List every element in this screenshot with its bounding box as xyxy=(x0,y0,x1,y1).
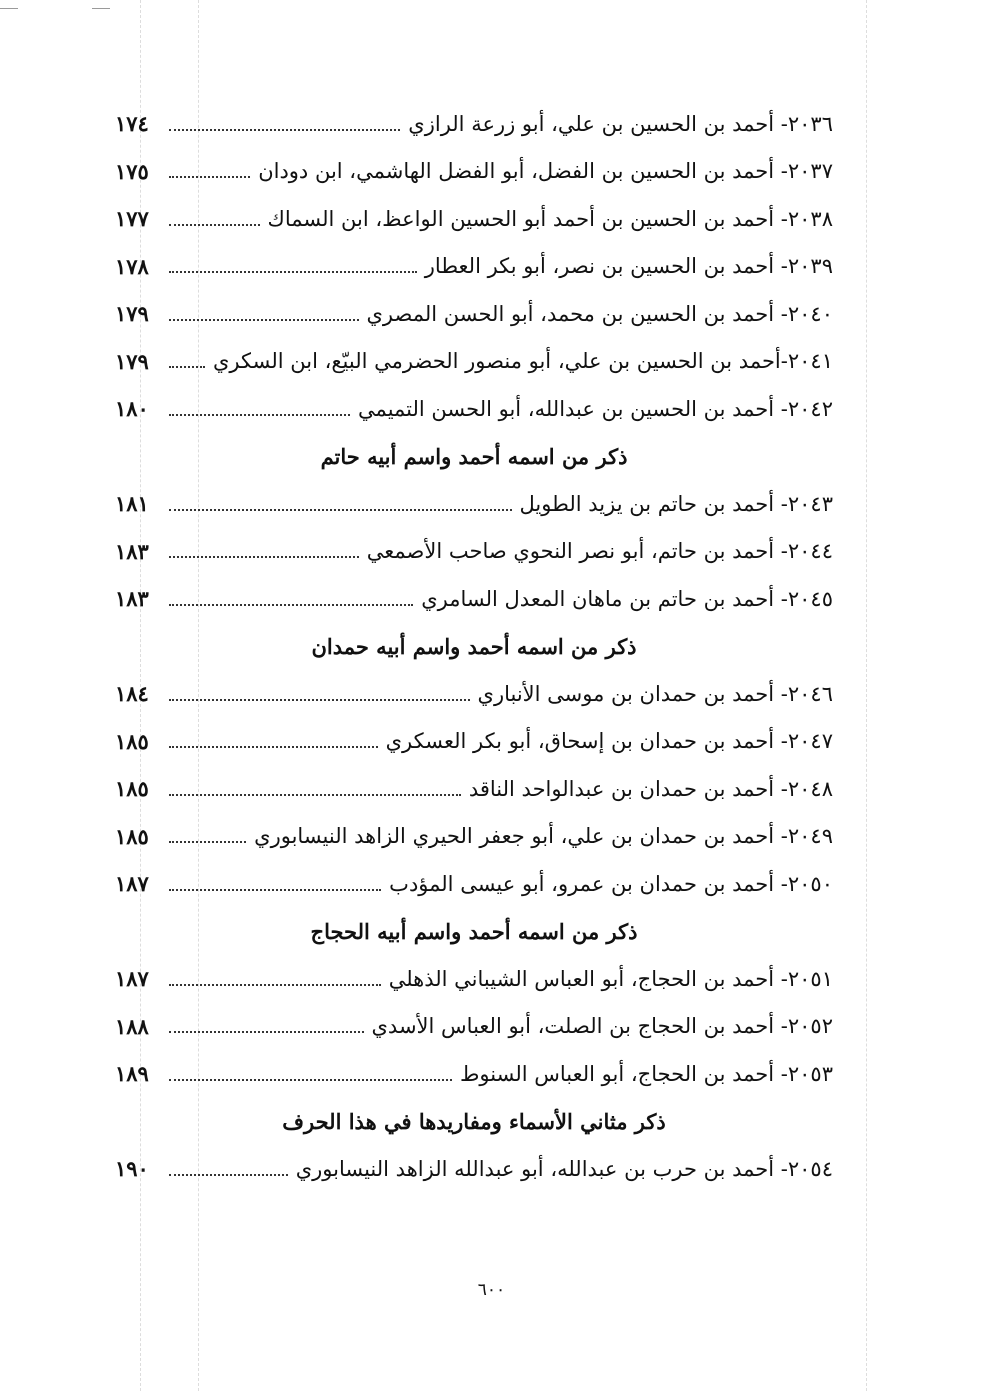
entry-page-number: ١٧٧ xyxy=(115,206,149,232)
entry-page-number: ١٧٤ xyxy=(115,111,149,137)
entry-title: ٢٠٣٦- أحمد بن الحسين بن علي، أبو زرعة الرازي xyxy=(408,111,833,136)
dot-leader xyxy=(169,984,381,986)
entry-page-number: ١٨٧ xyxy=(115,966,149,992)
entry-title: ٢٠٤٧- أحمد بن حمدان بن إسحاق، أبو بكر العسكري xyxy=(385,729,833,754)
entry-title: ٢٠٣٧- أحمد بن الحسين بن الفضل، أبو الفضل الهاشمي، ابن دودان xyxy=(258,159,833,184)
page-number: ٦٠٠ xyxy=(477,1280,506,1300)
dot-leader xyxy=(169,889,381,891)
index-entry xyxy=(115,290,833,338)
entry-title: ٢٠٤٢- أحمد بن الحسين بن عبدالله، أبو الحسن التميمي xyxy=(358,396,833,421)
entry-page-number: ١٨٩ xyxy=(115,1061,149,1087)
entry-title: ٢٠٤٤- أحمد بن حاتم، أبو نصر النحوي صاحب الأصمعي xyxy=(366,539,833,564)
index-entry xyxy=(115,528,833,576)
dot-leader xyxy=(169,129,400,131)
section-heading: ذكر من اسمه أحمد واسم أبيه الحجاج xyxy=(310,918,638,944)
dot-leader xyxy=(169,509,512,511)
entry-page-number: ١٨٨ xyxy=(115,1013,149,1039)
entry-page-number: ١٨٣ xyxy=(115,586,149,612)
index-entry xyxy=(115,670,833,718)
dot-leader xyxy=(169,556,359,558)
entry-page-number: ١٧٨ xyxy=(115,253,149,279)
entry-title: ٢٠٤٨- أحمد بن حمدان بن عبدالواحد الناقد xyxy=(468,776,833,801)
section-heading: ذكر مثاني الأسماء ومفاريدها في هذا الحرف xyxy=(282,1108,666,1134)
index-entry xyxy=(115,765,833,813)
dot-leader xyxy=(169,841,246,843)
index-entry xyxy=(115,338,833,386)
dot-leader xyxy=(169,699,470,701)
dot-leader xyxy=(169,794,461,796)
dot-leader xyxy=(169,604,413,606)
index-entry xyxy=(115,575,833,623)
entry-page-number: ١٧٩ xyxy=(115,348,149,374)
entry-title: ٢٠٥١- أحمد بن الحجاج، أبو العباس الشيباني الذهلي xyxy=(388,966,833,991)
index-entry xyxy=(115,195,833,243)
entry-page-number: ١٨٥ xyxy=(115,823,149,849)
index-entry xyxy=(115,955,833,1003)
dot-leader xyxy=(169,746,378,748)
entry-page-number: ١٨٧ xyxy=(115,871,149,897)
entry-title: ٢٠٣٨- أحمد بن الحسين بن أحمد أبو الحسين الواعظ، ابن السماك xyxy=(267,206,833,231)
entry-title: ٢٠٣٩- أحمد بن الحسين بن نصر، أبو بكر العطار xyxy=(424,254,833,279)
dot-leader xyxy=(169,366,205,368)
entry-page-number: ١٨٥ xyxy=(115,776,149,802)
entry-page-number: ١٨٤ xyxy=(115,681,149,707)
entry-title: ٢٠٤٦- أحمد بن حمدان بن موسى الأنباري xyxy=(477,681,833,706)
index-entry xyxy=(115,1145,833,1193)
index-entry xyxy=(115,1003,833,1051)
index-entry xyxy=(115,100,833,148)
section-heading: ذكر من اسمه أحمد واسم أبيه حمدان xyxy=(311,633,637,659)
index-entry xyxy=(115,860,833,908)
index-entry xyxy=(115,813,833,861)
dot-leader xyxy=(169,176,250,178)
entry-page-number: ١٧٩ xyxy=(115,301,149,327)
index-entry xyxy=(115,1050,833,1098)
entry-title: ٢٠٤٠- أحمد بن الحسين بن محمد، أبو الحسن المصري xyxy=(366,301,833,326)
dot-leader xyxy=(169,1079,452,1081)
entry-page-number: ١٧٥ xyxy=(115,158,149,184)
entry-title: ٢٠٥٢- أحمد بن الحجاج بن الصلت، أبو العباس الأسدي xyxy=(371,1014,833,1039)
entry-title: ٢٠٥٤- أحمد بن حرب بن عبدالله، أبو عبدالله الزاهد النيسابوري xyxy=(295,1156,833,1181)
entry-page-number: ١٨٠ xyxy=(115,396,149,422)
entry-page-number: ١٨٥ xyxy=(115,728,149,754)
dot-leader xyxy=(169,224,260,226)
scan-mark xyxy=(92,8,110,9)
dot-leader xyxy=(169,1174,288,1176)
scan-mark xyxy=(0,8,18,9)
entry-title: ٢٠٤٩- أحمد بن حمدان بن علي، أبو جعفر الحيري الزاهد النيسابوري xyxy=(254,824,833,849)
entry-title: ٢٠٥٣- أحمد بن الحجاج، أبو العباس السنوط xyxy=(460,1061,833,1086)
index-entry xyxy=(115,243,833,291)
entry-page-number: ١٩٠ xyxy=(115,1156,149,1182)
entry-title: ٢٠٤٥- أحمد بن حاتم بن ماهان المعدل السامري xyxy=(421,586,833,611)
entry-page-number: ١٨١ xyxy=(115,491,149,517)
index-entry xyxy=(115,718,833,766)
scan-line xyxy=(866,0,867,1391)
entry-title: ٢٠٤١-أحمد بن الحسين بن علي، أبو منصور الحضرمي البيّع، ابن السكري xyxy=(213,349,833,374)
index-entry xyxy=(115,148,833,196)
dot-leader xyxy=(169,271,417,273)
dot-leader xyxy=(169,319,359,321)
index-entries xyxy=(115,100,833,1193)
index-entry xyxy=(115,385,833,433)
section-heading: ذكر من اسمه أحمد واسم أبيه حاتم xyxy=(320,443,628,469)
dot-leader xyxy=(169,1031,364,1033)
entry-title: ٢٠٥٠- أحمد بن حمدان بن عمرو، أبو عيسى المؤدب xyxy=(389,871,833,896)
dot-leader xyxy=(169,414,350,416)
entry-title: ٢٠٤٣- أحمد بن حاتم بن يزيد الطويل xyxy=(519,491,833,516)
index-entry xyxy=(115,480,833,528)
entry-page-number: ١٨٣ xyxy=(115,538,149,564)
